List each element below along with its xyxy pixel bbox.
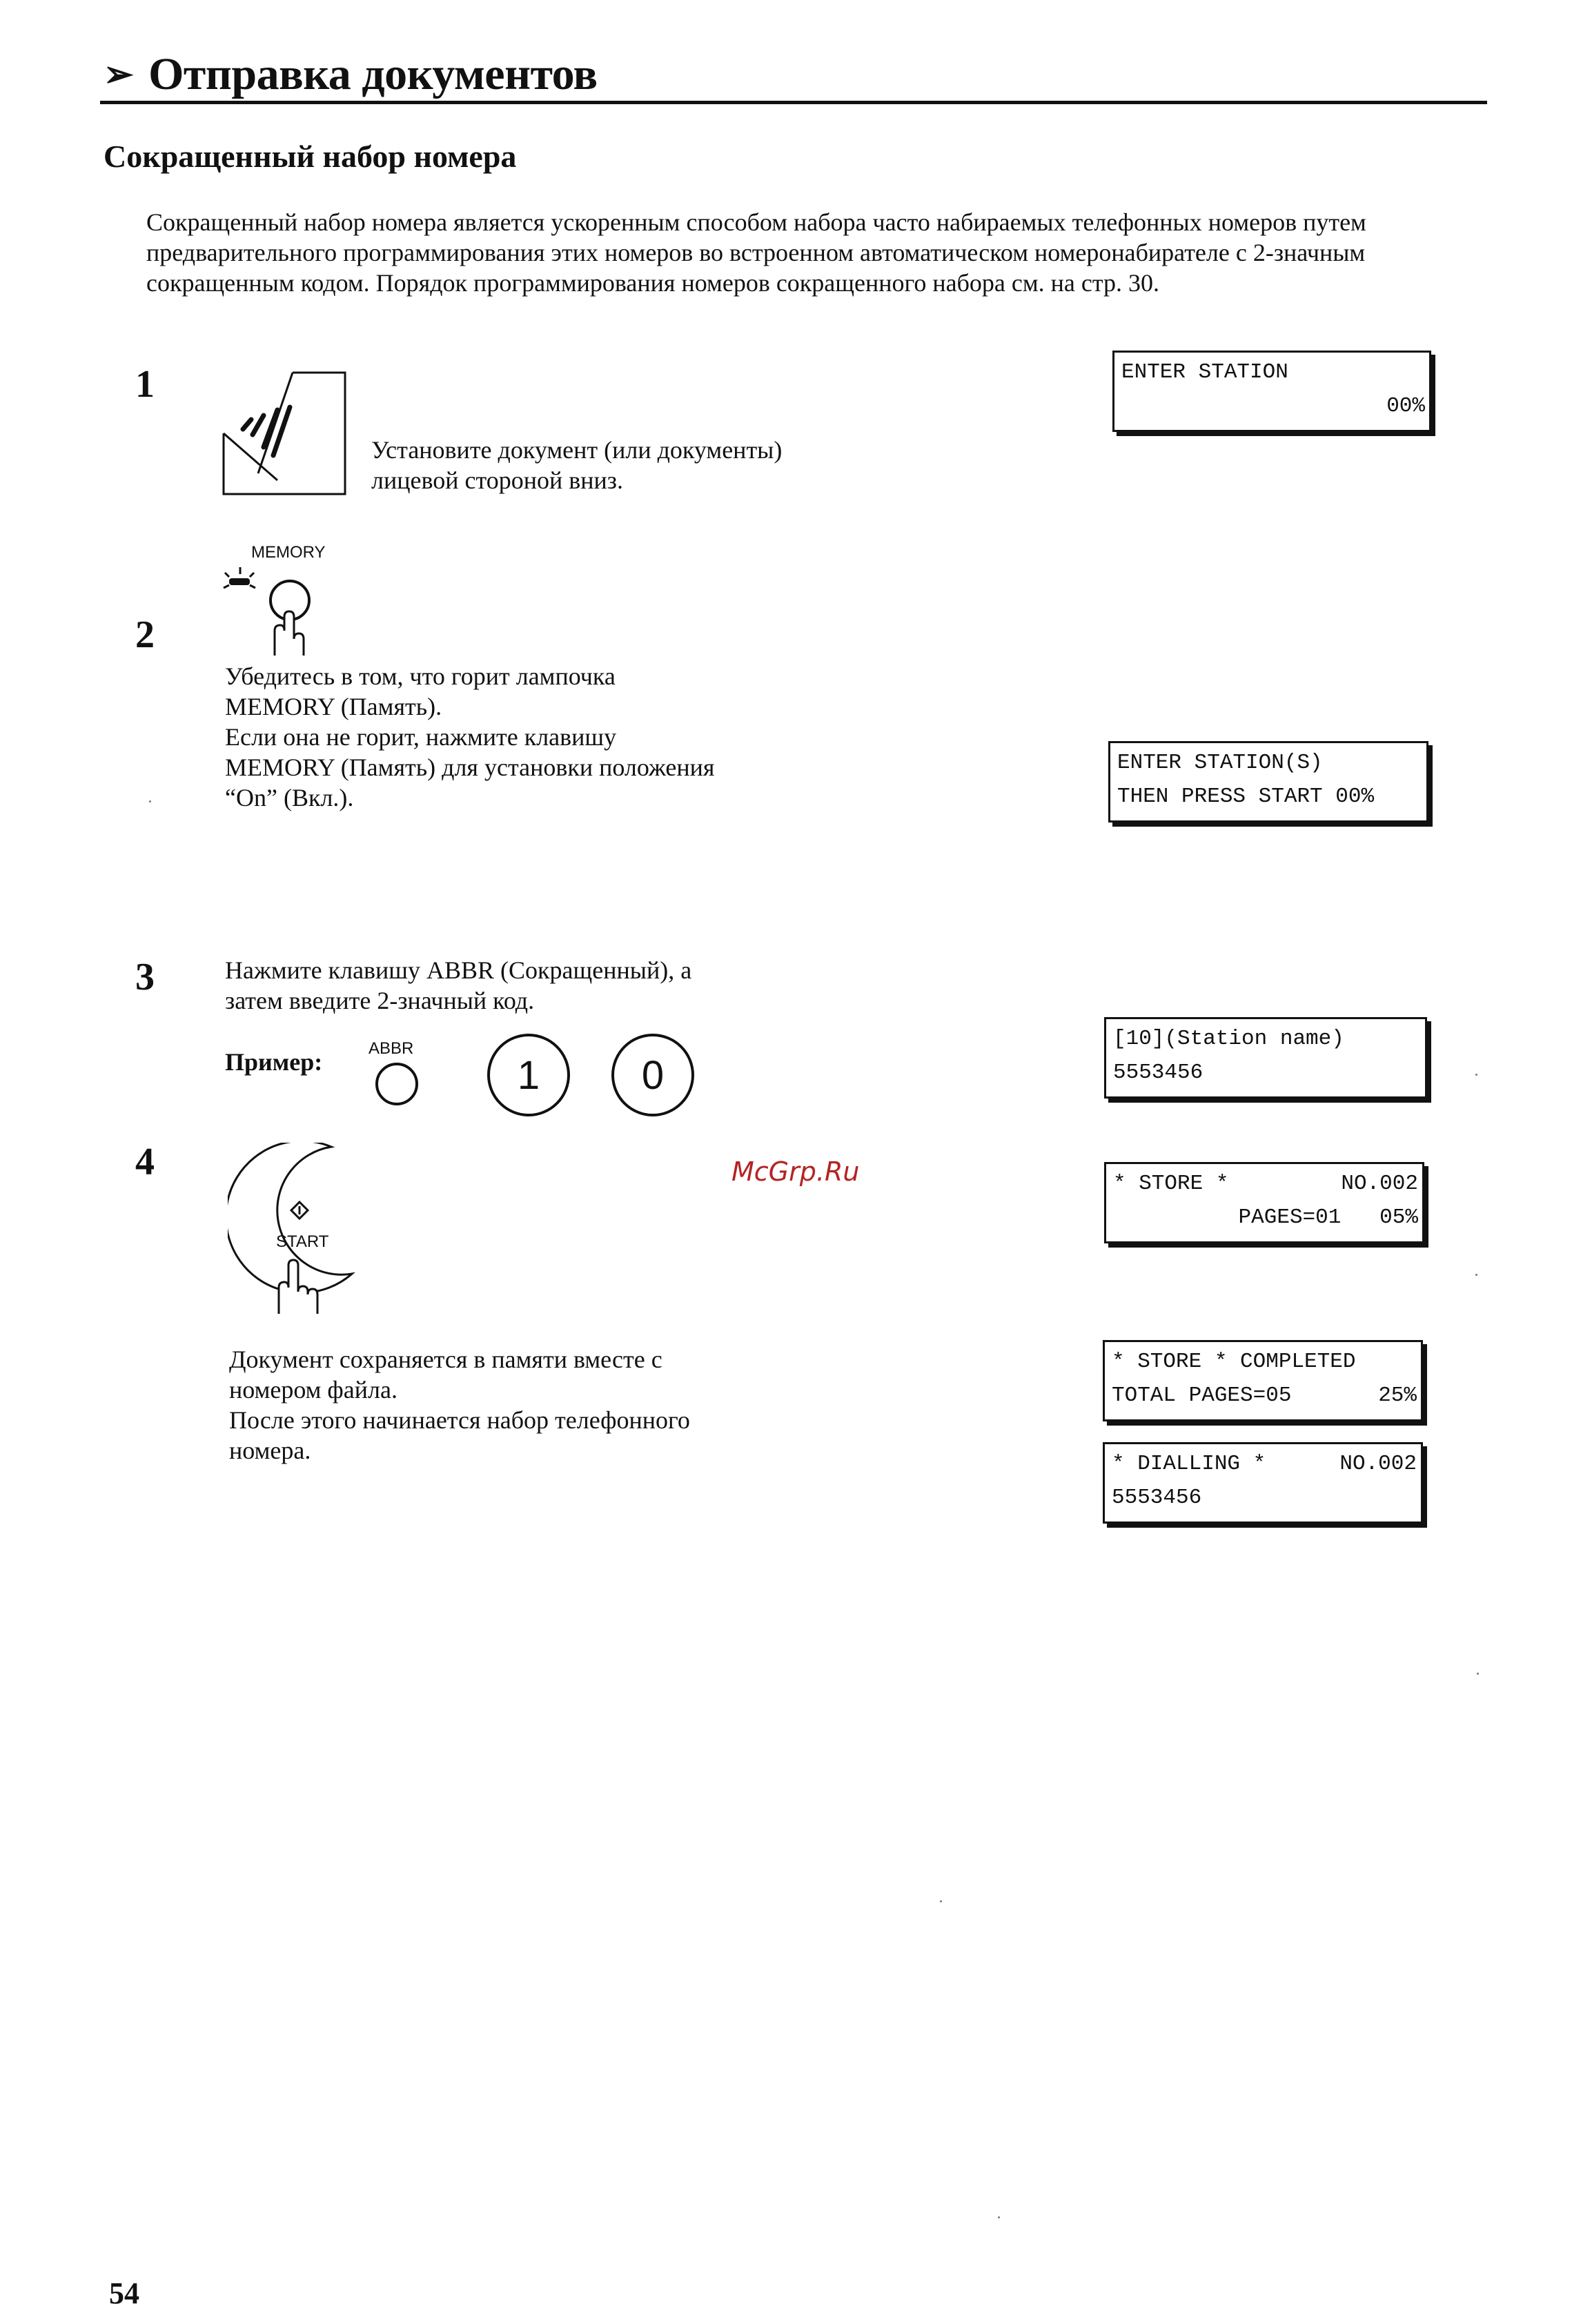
lcd-display-3 xyxy=(1104,1017,1427,1099)
step-3-number: 3 xyxy=(135,956,155,998)
scan-speck xyxy=(1477,1673,1479,1675)
lcd-segment: * DIALLING * xyxy=(1112,1452,1266,1476)
page-number: 54 xyxy=(109,2276,139,2310)
digit-0-key[interactable]: 0 xyxy=(611,1034,694,1116)
lcd-line: 5553456 xyxy=(1113,1061,1203,1085)
step-4-line: После этого начинается набор телефонного xyxy=(229,1406,690,1434)
step-4-line: Документ сохраняется в памяти вместе с xyxy=(229,1346,662,1373)
arrow-icon: ➢ xyxy=(104,55,134,95)
lcd-line: [10](Station name) xyxy=(1113,1027,1344,1051)
step-2-line: Убедитесь в том, что горит лампочка xyxy=(225,662,616,690)
document-feed-icon xyxy=(222,370,348,497)
step-4-line: номера. xyxy=(229,1437,311,1464)
step-1-line: Установите документ (или документы) xyxy=(371,436,783,464)
lcd-line: * STORE * COMPLETED xyxy=(1112,1350,1356,1374)
lcd-line: ENTER STATION xyxy=(1121,360,1288,384)
intro-paragraph: Сокращенный набор номера является ускоренным способом набора часто набираемых телефонных номеров путем предварительного программирования этих номеров во встроенном автоматическом номеронабирателе с 2-значным сокращенным кодом. Порядок программирования номеров сокращенного набора см. на стр. 30. xyxy=(146,208,1366,297)
page-title xyxy=(104,48,598,101)
lcd-segment: * STORE * xyxy=(1113,1172,1229,1196)
lcd-line: ENTER STATION(S) xyxy=(1117,751,1323,775)
memory-key-icon[interactable] xyxy=(222,562,326,658)
lcd-line xyxy=(1113,1167,1418,1201)
step-4-line: номером файла. xyxy=(229,1376,397,1404)
step-2-number: 2 xyxy=(135,613,155,656)
abbr-key-label: ABBR xyxy=(369,1039,414,1058)
step-3-text xyxy=(225,955,691,1016)
start-key-label: START xyxy=(276,1232,329,1251)
step-4-number: 4 xyxy=(135,1141,155,1183)
step-2-line: Если она не горит, нажмите клавишу xyxy=(225,723,617,751)
lcd-segment: 25% xyxy=(1378,1383,1417,1408)
lcd-display-2 xyxy=(1108,741,1428,823)
lcd-display-5 xyxy=(1103,1340,1423,1421)
lcd-display-4 xyxy=(1104,1162,1424,1243)
digit-1-key[interactable]: 1 xyxy=(487,1034,570,1116)
scan-speck xyxy=(149,800,151,802)
scan-speck xyxy=(940,1900,942,1902)
lcd-segment: TOTAL PAGES=05 xyxy=(1112,1383,1292,1408)
example-label: Пример: xyxy=(225,1048,323,1076)
memory-lamp-icon xyxy=(229,578,250,585)
section-title: Сокращенный набор номера xyxy=(104,139,517,174)
memory-key-label: MEMORY xyxy=(251,543,326,562)
lcd-line: 00% xyxy=(1386,394,1425,418)
step-2-line: MEMORY (Память) для установки положения xyxy=(225,754,715,781)
lcd-line xyxy=(1112,1379,1417,1412)
lcd-line: THEN PRESS START 00% xyxy=(1117,785,1375,809)
step-2-text xyxy=(225,661,714,813)
lcd-segment: NO.002 xyxy=(1339,1452,1417,1476)
abbr-key-button[interactable] xyxy=(375,1063,418,1105)
step-3-line: затем введите 2-значный код. xyxy=(225,987,535,1014)
step-1-number: 1 xyxy=(135,363,155,406)
step-4-text xyxy=(229,1344,690,1466)
scan-speck xyxy=(1475,1074,1477,1076)
lcd-line xyxy=(1112,1447,1417,1481)
title-rule xyxy=(100,101,1487,104)
lcd-display-6 xyxy=(1103,1442,1423,1524)
lcd-segment: NO.002 xyxy=(1341,1172,1418,1196)
start-key-icon[interactable] xyxy=(228,1143,373,1315)
step-1-text xyxy=(371,435,782,495)
lcd-display-1 xyxy=(1112,351,1431,432)
lcd-line: PAGES=01 05% xyxy=(1238,1205,1418,1230)
lcd-line: 5553456 xyxy=(1112,1486,1202,1510)
watermark-link[interactable]: McGrp.Ru xyxy=(731,1156,860,1187)
step-1-line: лицевой стороной вниз. xyxy=(371,466,624,494)
scan-speck xyxy=(1475,1274,1477,1276)
step-3-line: Нажмите клавишу ABBR (Сокращенный), а xyxy=(225,956,692,984)
scan-speck xyxy=(998,2216,1000,2218)
step-2-line: MEMORY (Память). xyxy=(225,693,442,720)
step-2-line: “On” (Вкл.). xyxy=(225,784,354,811)
page-title-text: Отправка документов xyxy=(148,49,598,99)
